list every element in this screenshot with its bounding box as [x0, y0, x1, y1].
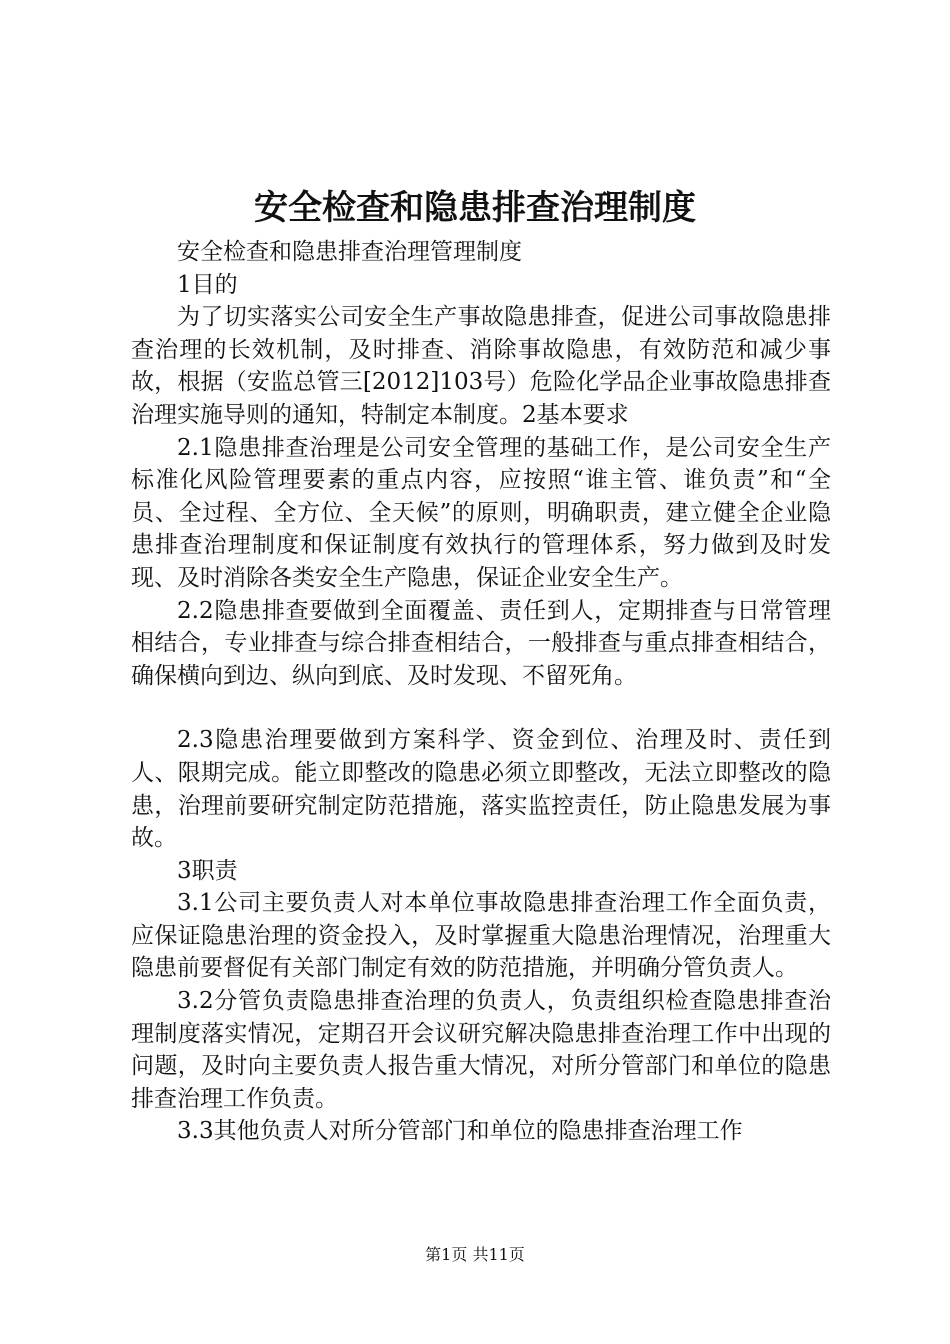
- paragraph-2-3: 2.3隐患治理要做到方案科学、资金到位、治理及时、责任到人、限期完成。能立即整改的隐患必须立即整改，无法立即整改的隐患，治理前要研究制定防范措施，落实监控责任，防止隐患发展为事故。: [131, 727, 831, 852]
- paragraph-3-1: 3.1公司主要负责人对本单位事故隐患排查治理工作全面负责，应保证隐患治理的资金投入，及时掌握重大隐患治理情况，治理重大隐患前要督促有关部门制定有效的防范措施，并明确分管负责人。: [131, 890, 831, 982]
- section-heading-purpose: 1目的: [177, 271, 238, 298]
- paragraph-2-1: 2.1隐患排查治理是公司安全管理的基础工作，是公司安全生产标准化风险管理要素的重点内容，应按照“谁主管、谁负责”和“全员、全过程、全方位、全天候”的原则，明确职责，建立健全企业隐患排查治理制度和保证制度有效执行的管理体系，努力做到及时发现、及时消除各类安全生产隐患，保证企业安全生产。: [131, 434, 831, 591]
- paragraph-3-3: 3.3其他负责人对所分管部门和单位的隐患排查治理工作: [177, 1118, 743, 1145]
- document-body: [131, 236, 831, 1148]
- section-heading-duties: 3职责: [177, 857, 238, 884]
- document-title: 安全检查和隐患排查治理制度: [254, 188, 696, 228]
- paragraph-purpose: 为了切实落实公司安全生产事故隐患排查，促进公司事故隐患排查治理的长效机制，及时排查、消除事故隐患，有效防范和减少事故，根据（安监总管三[2012]103号）危险化学品企业事故隐患排查治理实施导则的通知，特制定本制度。2基本要求: [131, 304, 831, 428]
- subtitle-paragraph: 安全检查和隐患排查治理管理制度: [177, 239, 522, 265]
- paragraph-3-2: 3.2分管负责隐患排查治理的负责人，负责组织检查隐患排查治理制度落实情况，定期召开会议研究解决隐患排查治理工作中出现的问题，及时向主要负责人报告重大情况，对所分管部门和单位的隐患排查治理工作负责。: [131, 988, 831, 1112]
- paragraph-2-2: 2.2隐患排查要做到全面覆盖、责任到人，定期排查与日常管理相结合，专业排查与综合排查相结合，一般排查与重点排查相结合，确保横向到边、纵向到底、及时发现、不留死角。: [131, 597, 831, 689]
- page-number-footer: 第1页 共11页: [425, 1245, 525, 1264]
